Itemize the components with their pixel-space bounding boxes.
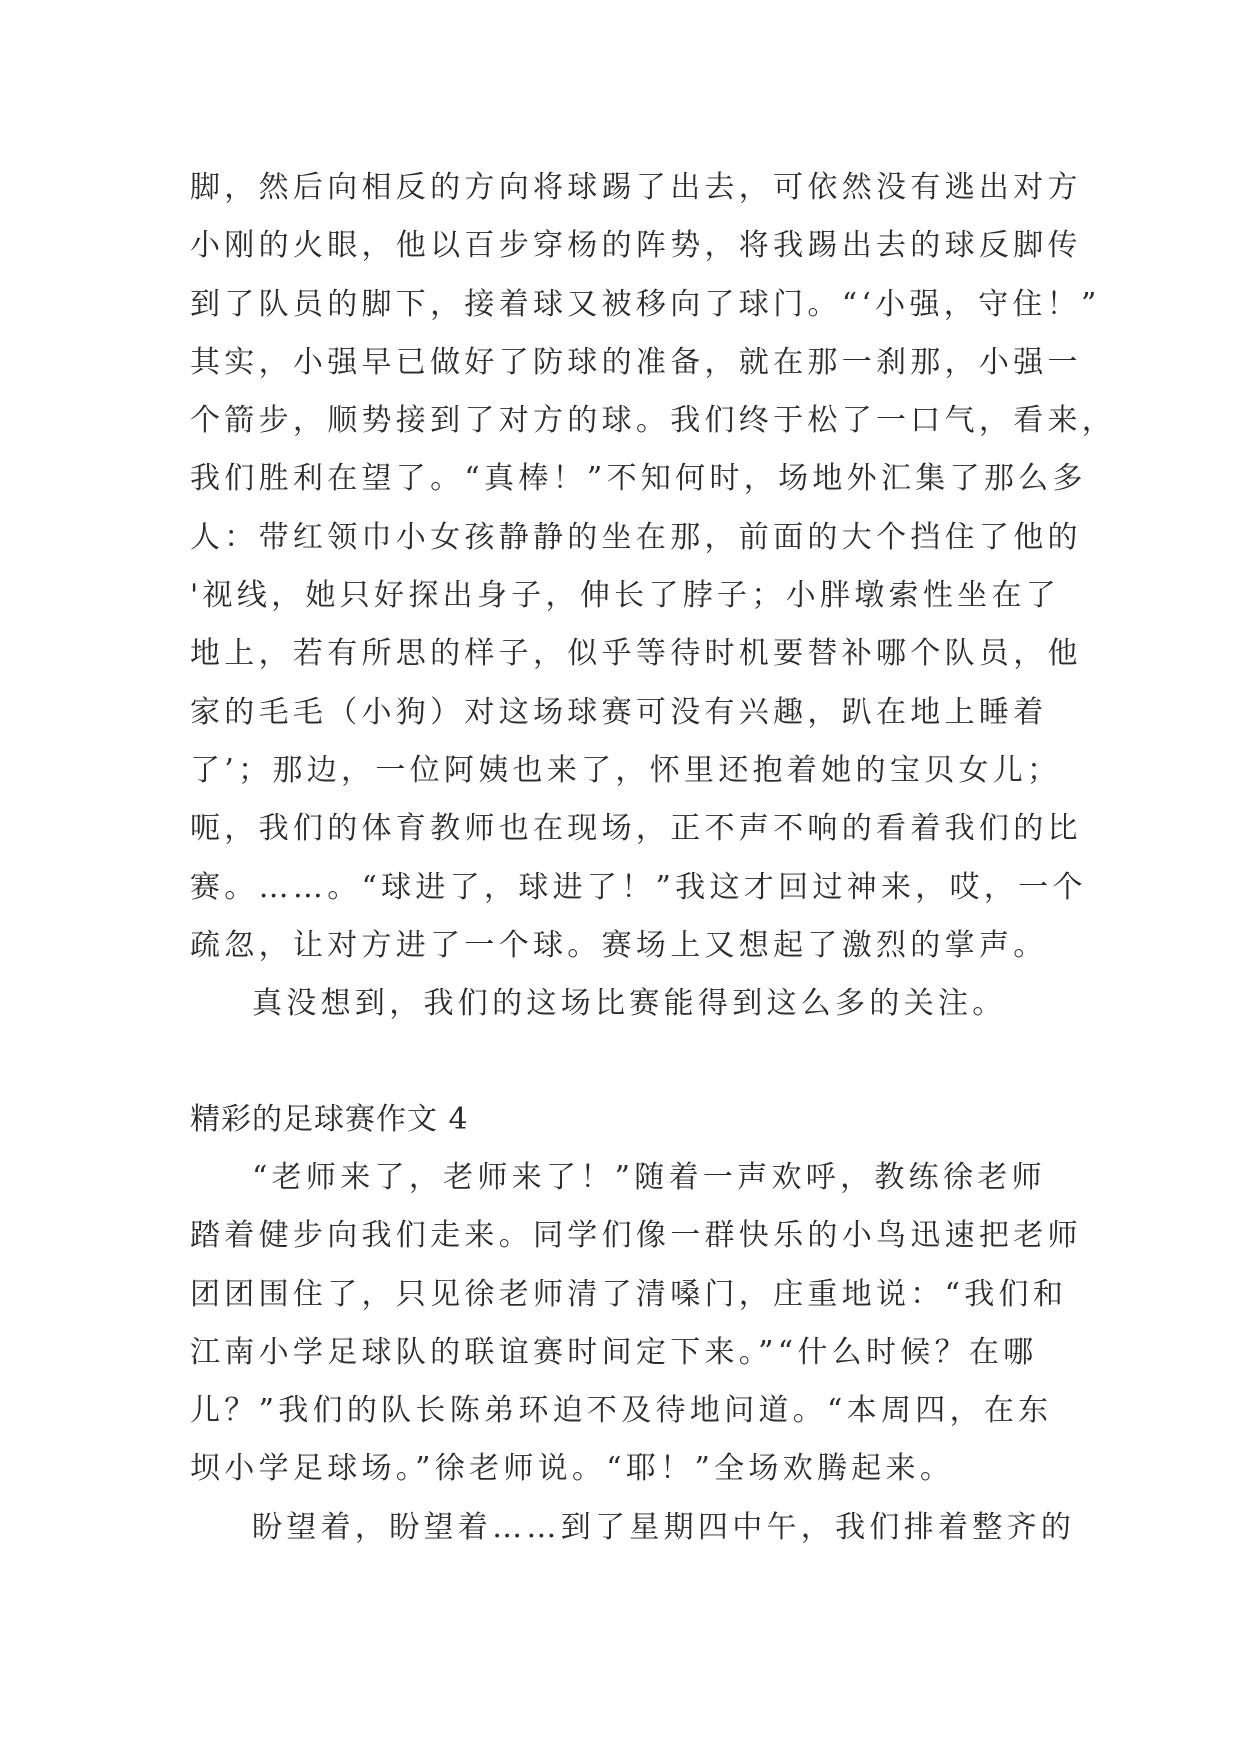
- paragraph-line: 踏着健步向我们走来。同学们像一群快乐的小鸟迅速把老师: [190, 1218, 1082, 1254]
- paragraph-line: 疏忽，让对方进了一个球。赛场上又想起了激烈的掌声。: [190, 927, 1048, 963]
- paragraph-line: 个箭步，顺势接到了对方的球。我们终于松了一口气，看来，: [190, 403, 1117, 439]
- paragraph-line: 到了队员的脚下，接着球又被移向了球门。“‘小强，守住！”: [190, 286, 1101, 322]
- essay-section-3-body: [190, 159, 1117, 1033]
- paragraph-line: 地上，若有所思的样子，似乎等待时机要替补哪个队员，他: [190, 636, 1082, 672]
- paragraph-line: '视线，她只好探出身子，伸长了脖子；小胖墩索性坐在了: [190, 578, 1061, 614]
- paragraph-line: 其实，小强早已做好了防球的准备，就在那一刹那，小强一: [190, 344, 1082, 380]
- essay-heading: 精彩的足球赛作文 4: [190, 1102, 469, 1137]
- paragraph-line: 呃，我们的体育教师也在现场，正不声不响的看着我们的比: [190, 811, 1082, 847]
- paragraph-line: 脚，然后向相反的方向将球踢了出去，可依然没有逃出对方: [190, 170, 1082, 205]
- paragraph-line: 人：带红领巾小女孩静静的坐在那，前面的大个挡住了他的: [190, 519, 1082, 555]
- paragraph-line: “老师来了，老师来了！”随着一声欢呼，教练徐老师: [252, 1160, 1046, 1195]
- paragraph-line: 赛。……。“球进了，球进了！”我这才回过神来，哎，一个: [190, 869, 1087, 905]
- paragraph-line: 真没想到，我们的这场比赛能得到这么多的关注。: [252, 986, 1007, 1022]
- paragraph-line: 我们胜利在望了。“真棒！”不知何时，场地外汇集了那么多: [190, 461, 1087, 497]
- paragraph-line: 江南小学足球队的联谊赛时间定下来。”“什么时候？在哪: [190, 1334, 1038, 1370]
- paragraph-line: 家的毛毛（小狗）对这场球赛可没有兴趣，趴在地上睡着: [190, 694, 1048, 730]
- paragraph-line: 坝小学足球场。”徐老师说。“耶！”全场欢腾起来。: [190, 1451, 955, 1487]
- paragraph-line: 小刚的火眼，他以百步穿杨的阵势，将我踢出去的球反脚传: [190, 228, 1082, 264]
- paragraph-line: 团团围住了，只见徐老师清了清嗓门，庄重地说：“我们和: [190, 1276, 1068, 1312]
- paragraph-line: 儿？”我们的队长陈弟环迫不及待地问道。“本周四，在东: [190, 1393, 1053, 1429]
- paragraph-line: 盼望着，盼望着……到了星期四中午，我们排着整齐的: [252, 1509, 1076, 1545]
- paragraph-line: 了’；那边，一位阿姨也来了，怀里还抱着她的宝贝女儿；: [190, 752, 1062, 788]
- essay-section-4-body: [190, 1149, 1082, 1557]
